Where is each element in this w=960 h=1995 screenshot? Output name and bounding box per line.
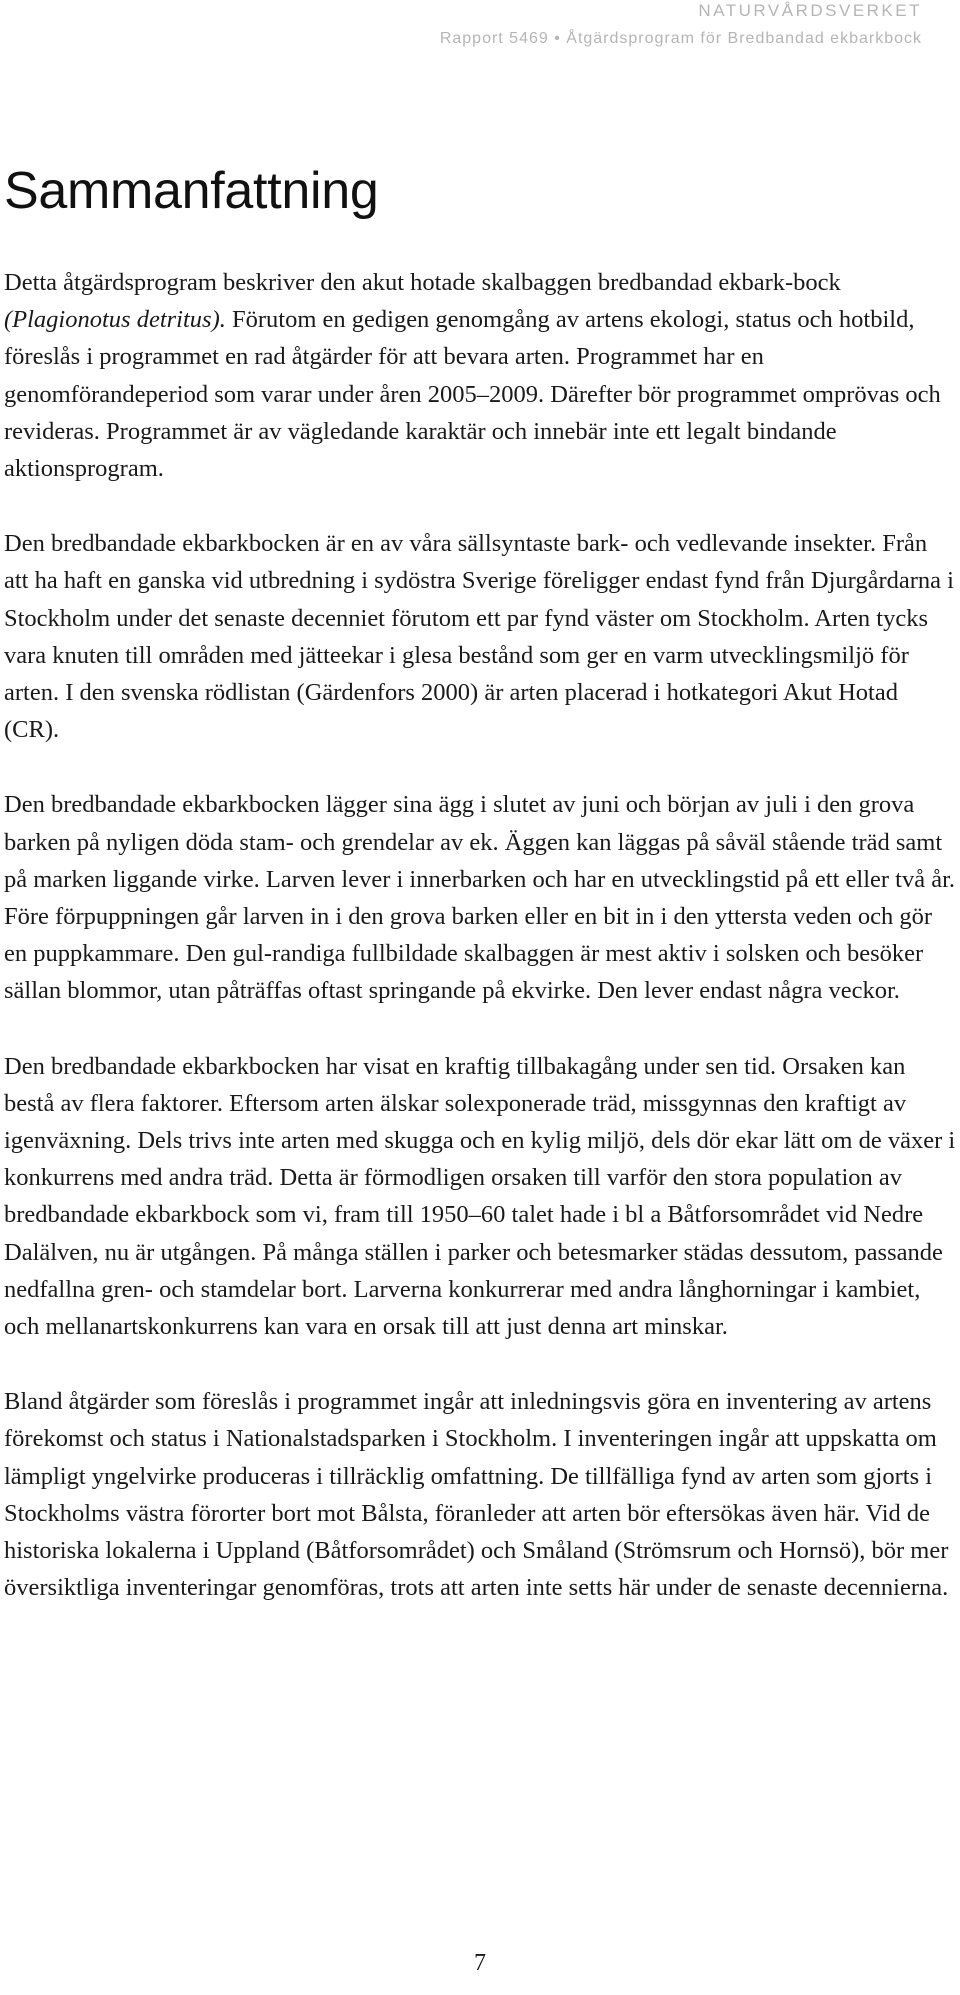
- paragraph-3: Den bredbandade ekbarkbocken lägger sina ägg i slutet av juni och början av juli i den grova barken på nyligen döda stam- och grendelar av ek. Äggen kan läggas på såväl stående träd samt på marken liggande virke. Larven lever i innerbarken och har en utvecklingstid på ett eller två år. Före förpuppningen går larven in i den grova barken eller en bit in i den yttersta veden och gör en puppkammare. Den gul-randiga fullbildade skalbaggen är mest aktiv i solsken och besöker sällan blommor, utan påträffas oftast springande på ekvirke. Den lever endast några veckor.: [4, 791, 956, 1005]
- page-number: 7: [474, 1950, 486, 1976]
- header-report-title: Rapport 5469 • Åtgärdsprogram för Bredbandad ekbarkbock: [439, 30, 922, 47]
- paragraph-4: Den bredbandade ekbarkbocken har visat en kraftig tillbakagång under sen tid. Orsaken kan bestå av flera faktorer. Eftersom arten älskar solexponerade träd, missgynnas den kraftigt av igenväxning. Dels trivs inte arten med skugga och en kylig miljö, dels dör ekar lätt om de växer i konkurrens med andra träd. Detta är förmodligen orsaken till varför den stora population av bredbandade ekbarkbock som vi, fram till 1950–60 talet hade i bl a Båtforsområdet vid Nedre Dalälven, nu är utgången. På många ställen i parker och betesmarker städas dessutom, passande nedfallna gren- och stamdelar bort. Larverna konkurrerar med andra långhorningar i kambiet, och mellanartskonkurrens kan vara en orsak till att just denna art minskar.: [4, 1052, 956, 1341]
- running-header: [440, 0, 922, 50]
- paragraph-1-text-end: Förutom en gedigen genomgång av artens ekologi, status och hotbild, föreslås i programmet en rad åtgärder för att bevara arten. Programmet har en genomförandeperiod som varar under åren 2005–2009. Därefter bör programmet omprövas och revideras. Programmet är av vägledande karaktär och innebär inte ett legalt bindande aktionsprogram.: [4, 306, 941, 483]
- paragraph-2: Den bredbandade ekbarkbocken är en av våra sällsyntaste bark- och vedlevande insekter. Från att ha haft en ganska vid utbredning i sydöstra Sverige föreligger endast fynd från Djurgårdarna i Stockholm under det senaste decenniet förutom ett par fynd väster om Stockholm. Arten tycks vara knuten till områden med jätteekar i glesa bestånd som ger en varm utvecklingsmiljö för arten. I den svenska rödlistan (Gärdenfors 2000) är arten placerad i hotkategori Akut Hotad (CR).: [4, 530, 954, 744]
- header-organization: NATURVÅRDSVERKET: [698, 1, 922, 20]
- summary-body: [4, 264, 956, 1645]
- paragraph-1: [4, 264, 956, 487]
- species-name: (Plagionotus detritus).: [4, 306, 226, 334]
- paragraph-5: Bland åtgärder som föreslås i programmet ingår att inledningsvis göra en inventering av artens förekomst och status i Nationalstadsparken i Stockholm. I inventeringen ingår att uppskatta om lämpligt yngelvirke produceras i tillräcklig omfattning. De tillfälliga fynd av arten som gjorts i Stockholms västra förorter bort mot Bålsta, föranleder att arten bör eftersökas även här. Vid de historiska lokalerna i Uppland (Båtforsområdet) och Småland (Strömsrum och Hornsö), bör mer översiktliga inventeringar genomföras, trots att arten inte setts här under de senaste decennierna.: [4, 1388, 949, 1602]
- paragraph-1-text-start: Detta åtgärdsprogram beskriver den akut hotade skalbaggen bredbandad ekbark-bock: [4, 269, 841, 296]
- page-title: Sammanfattning: [4, 162, 379, 220]
